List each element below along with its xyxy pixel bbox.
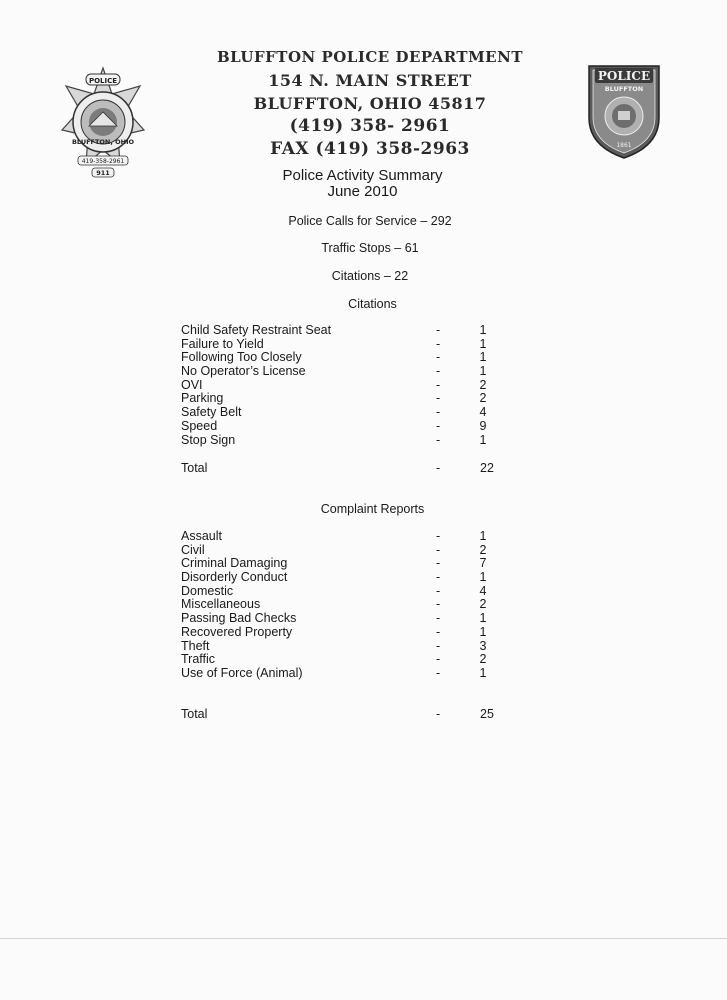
table-row: Traffic - 2 [181,652,487,667]
table-row: OVI - 2 [181,377,487,392]
table-row: Theft - 3 [181,638,487,653]
left-badge-city-text: BLUFFTON, OHIO [71,138,135,146]
complaint-reports-heading: Complaint Reports [320,502,425,516]
left-badge-phone-text: 419-358-2961 [81,158,125,165]
phone-number: (419) 358- 2961 [289,116,451,136]
right-badge-city-text: BLUFFTON [604,85,644,93]
citations-total-row: Total - 22 [181,461,501,475]
complaints-total-label: Total [181,707,208,721]
left-badge-911-text: 911 [96,169,110,177]
police-shield-patch-icon [585,60,663,160]
traffic-stops: Traffic Stops – 61 [321,241,419,255]
table-row: Parking - 2 [181,391,487,406]
letterhead [170,46,570,161]
table-row: Safety Belt - 4 [181,405,487,420]
table-row: Disorderly Conduct - 1 [181,570,487,585]
table-row: Criminal Damaging - 7 [181,556,487,571]
calls-for-service: Police Calls for Service – 292 [288,214,452,228]
fax-number: FAX (419) 358-2963 [270,139,470,159]
table-row: Child Safety Restraint Seat - 1 [181,323,487,337]
complaints-table [181,530,501,681]
street-address: 154 N. MAIN STREET [268,71,472,90]
citations-heading: Citations [348,297,397,311]
department-name: BLUFFTON POLICE DEPARTMENT [217,48,523,66]
table-row: Miscellaneous - 2 [181,597,487,612]
table-row: No Operator’s License - 1 [181,364,487,379]
citations-total-label: Total [181,461,208,475]
report-title: Police Activity Summary [282,167,443,184]
table-row: Domestic - 4 [181,583,487,598]
report-title-block [230,168,495,200]
complaints-total-value: 25 [480,707,494,721]
city-state-zip: BLUFFTON, OHIO 45817 [253,94,487,113]
citations-table [181,324,501,447]
table-row: Assault - 1 [181,529,487,543]
table-row: Civil - 2 [181,542,487,557]
table-row: Stop Sign - 1 [181,432,487,447]
left-badge-top-text: POLICE [88,77,118,85]
table-row: Following Too Closely - 1 [181,350,487,365]
table-row: Speed - 9 [181,418,487,433]
table-row: Recovered Property - 1 [181,624,487,639]
scan-edge-divider [0,938,727,939]
complaints-total-row: Total - 25 [181,707,501,721]
report-period: June 2010 [327,183,398,200]
citations-total-value: 22 [480,461,494,475]
right-badge-year-text: 1861 [616,142,632,149]
table-row: Passing Bad Checks - 1 [181,611,487,626]
table-row: Failure to Yield - 1 [181,336,487,351]
right-badge-top-text: POLICE [597,69,651,83]
police-star-badge-icon [58,64,148,184]
citations-count: Citations – 22 [331,269,409,283]
table-row: Use of Force (Animal) - 1 [181,665,487,680]
